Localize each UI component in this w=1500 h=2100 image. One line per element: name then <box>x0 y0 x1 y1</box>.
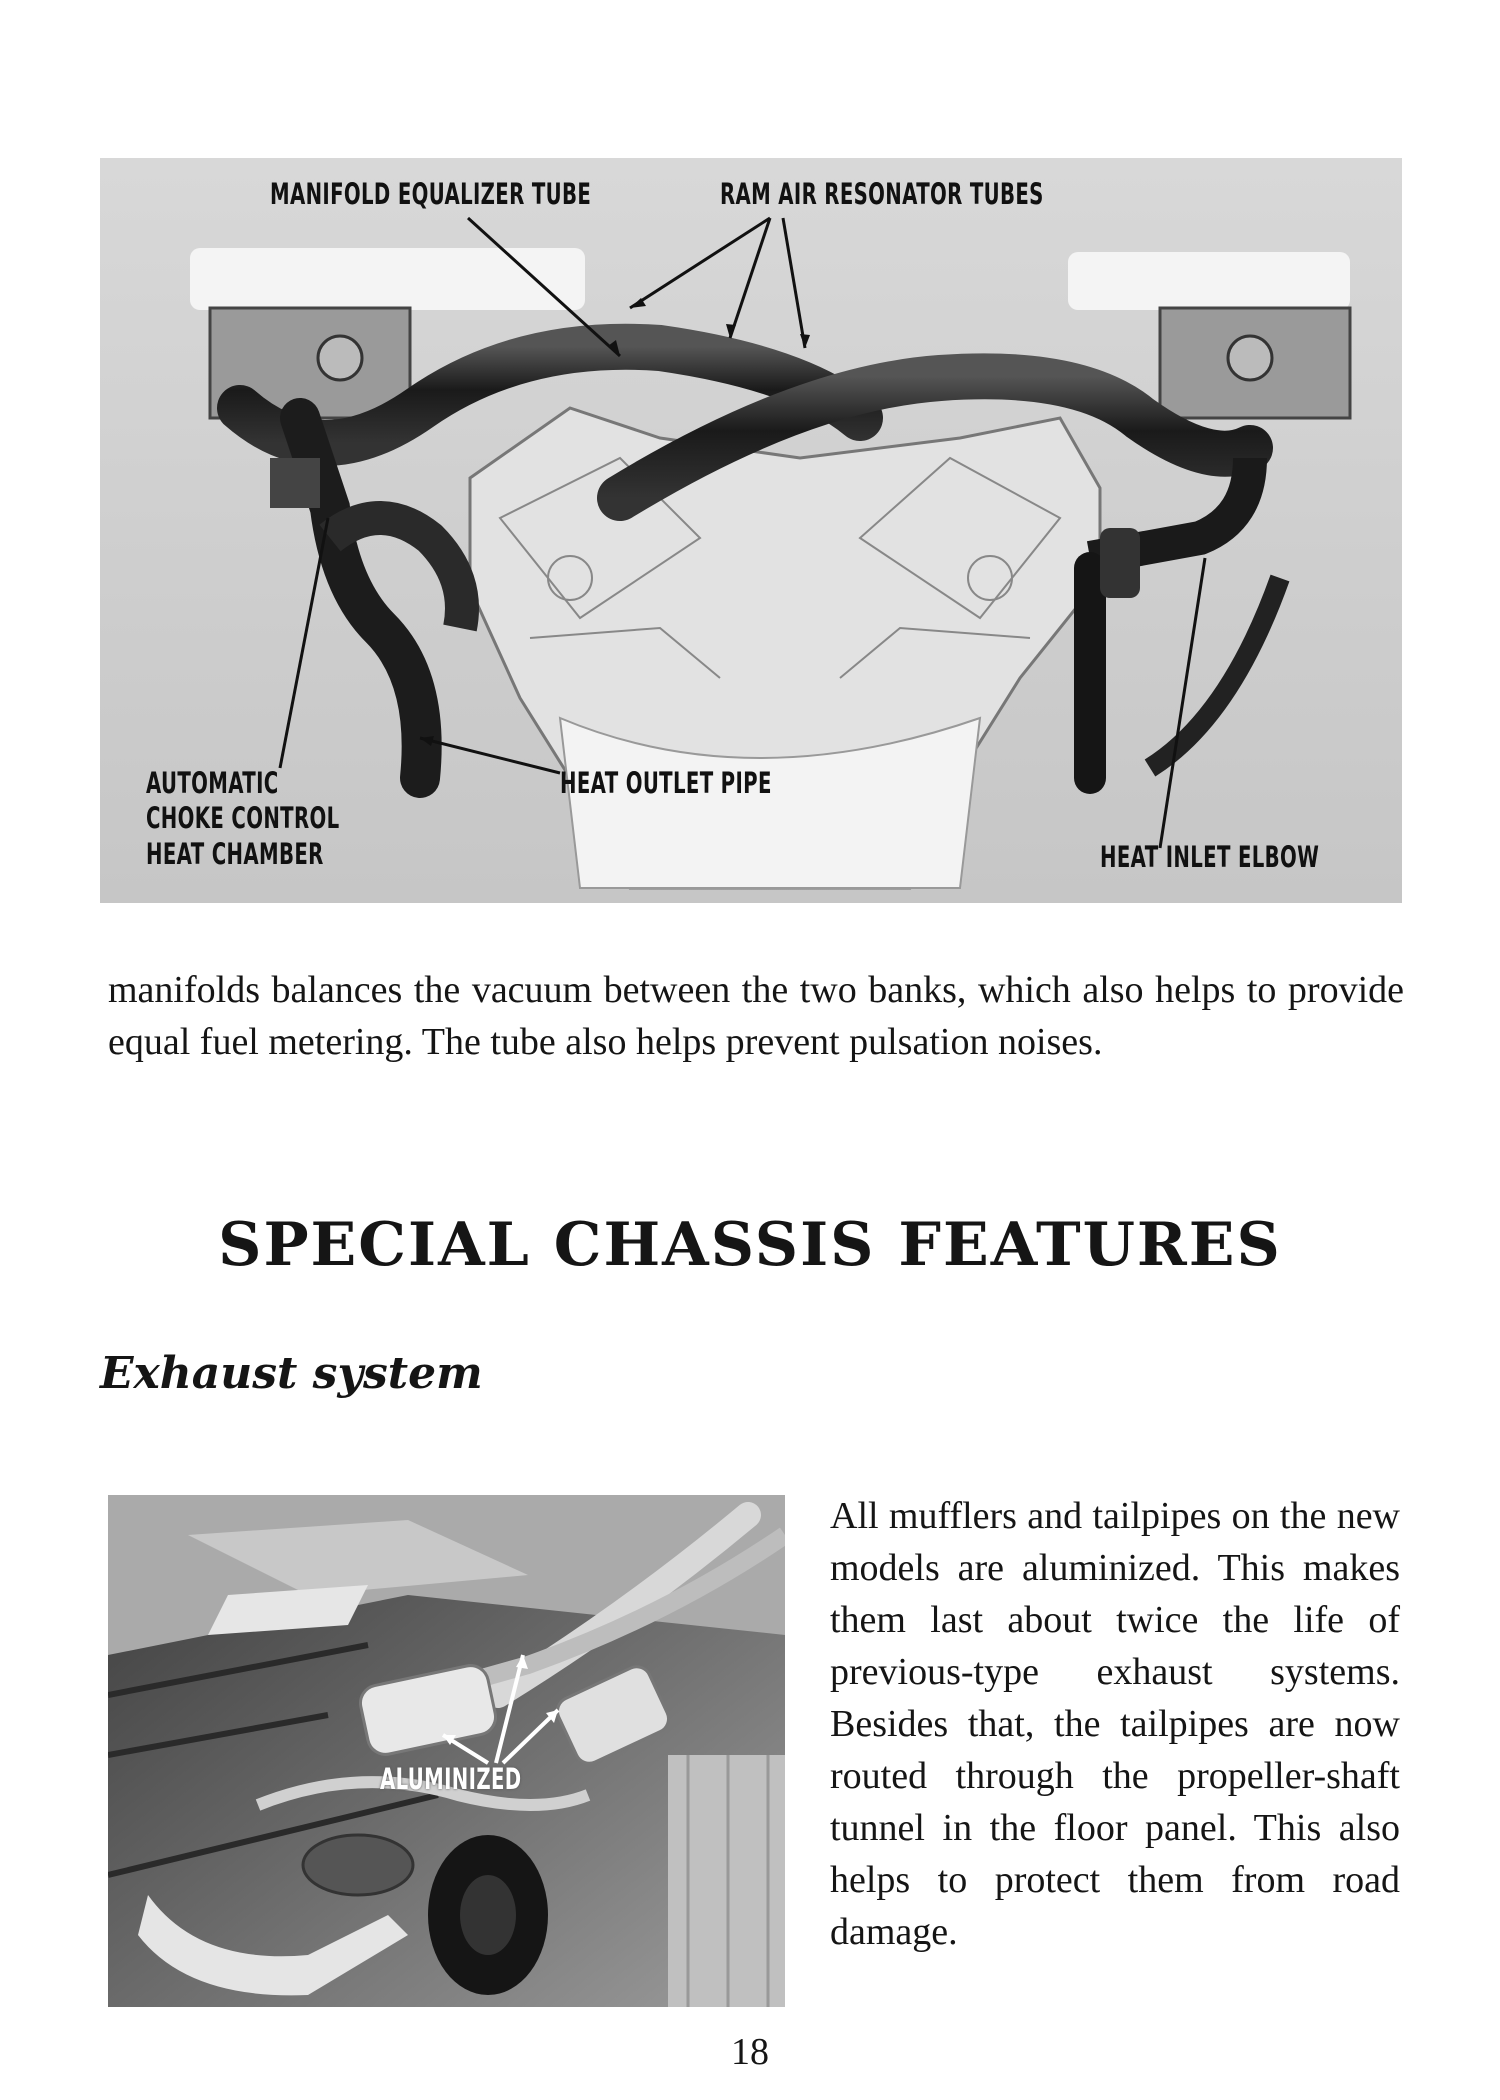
section-title: SPECIAL CHASSIS FEATURES <box>218 1210 1282 1280</box>
intro-paragraph: manifolds balances the vacuum between the two banks, which also helps to provide equal fuel metering. The tube also helps prevent pulsation noises. <box>108 969 1404 1063</box>
right-air-cleaner <box>1068 252 1350 310</box>
label-aluminized: ALUMINIZED <box>380 1762 522 1796</box>
label-manifold-equalizer-tube: MANIFOLD EQUALIZER TUBE <box>270 177 592 211</box>
label-ram-air-resonator-tubes: RAM AIR RESONATOR TUBES <box>720 177 1044 211</box>
label-heat-inlet-elbow: HEAT INLET ELBOW <box>1100 840 1320 874</box>
page-number: 18 <box>731 2031 769 2073</box>
label-automatic-choke-line3: HEAT CHAMBER <box>146 837 324 871</box>
left-air-cleaner <box>190 248 585 310</box>
exhaust-photo <box>108 1495 785 2007</box>
exhaust-paragraph: All mufflers and tailpipes on the new models are aluminized. This makes them last about twice the life of previous-type exhaust systems. Besides that, the tailpipes are now routed through the propeller-shaft tunnel in the floor panel. This also helps to protect them from road damage. <box>830 1495 1400 1953</box>
label-automatic-choke-line1: AUTOMATIC <box>146 766 279 800</box>
label-heat-outlet-pipe: HEAT OUTLET PIPE <box>560 766 772 800</box>
engine-figure <box>100 158 1402 903</box>
exhaust-figure <box>108 1495 785 2007</box>
subsection-title: Exhaust system <box>100 1348 483 1399</box>
label-automatic-choke-line2: CHOKE CONTROL <box>146 801 340 835</box>
